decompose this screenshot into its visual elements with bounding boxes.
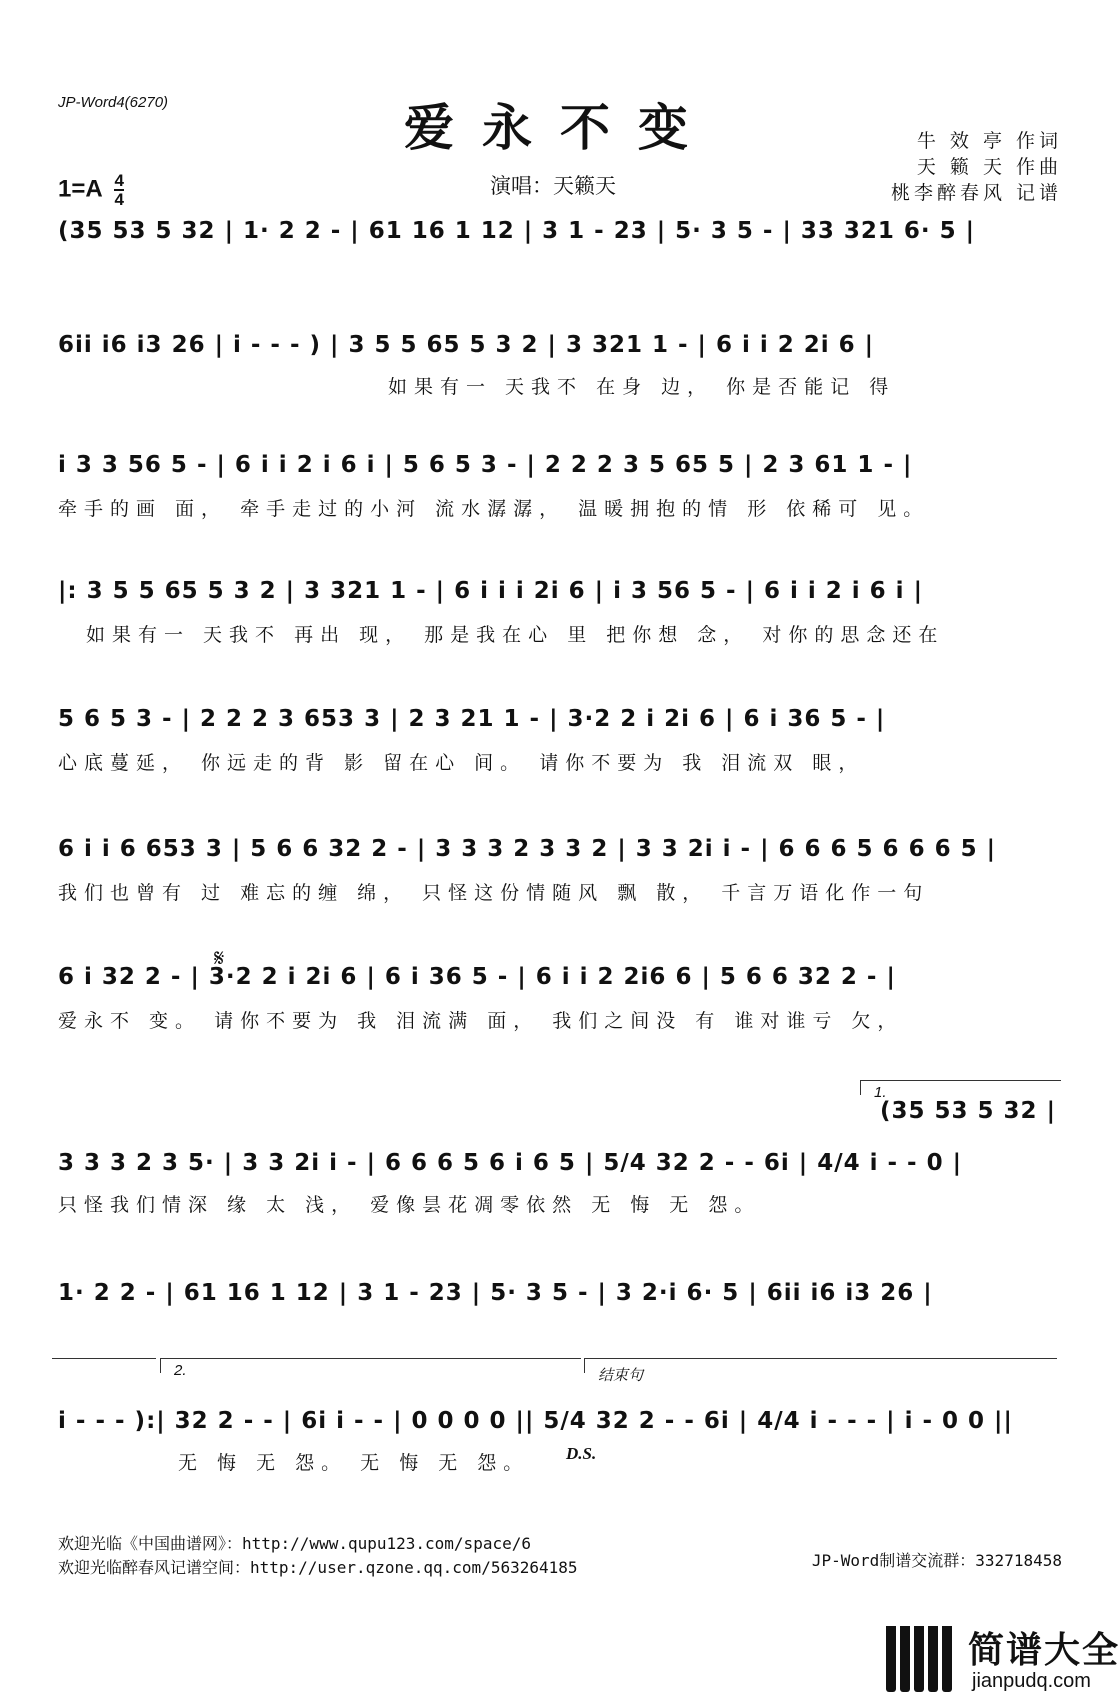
app-id: JP-Word4(6270): [58, 94, 169, 111]
volta-1-notes: (35 53 5 32 |: [880, 1098, 1056, 1124]
coda-label: 结束句: [598, 1367, 644, 1384]
time-bottom: 4: [114, 190, 124, 209]
score-row-notes: 3 3 3 2 3 5· | 3 3 2i i - | 6 6 6 5 6 i 6 5 | 5/4 32 2 - - 6i | 4/4 i - - 0 |: [58, 1150, 963, 1176]
score-row-lyrics: 爱永不 变。 请你不要为 我 泪流满 面， 我们之间没 有 谁对谁亏 欠，: [58, 1010, 904, 1032]
key-signature: [58, 172, 124, 208]
score-row-lyrics: 无 悔 无 怨。 无 悔 无 怨。: [178, 1452, 530, 1474]
composer: 天 籁 天 作曲: [916, 156, 1062, 178]
score-row-notes: 6 i i 6 653 3 | 5 6 6 32 2 - | 3 3 3 2 3 3 2 | 3 3 2i i - | 6 6 6 5 6 6 6 5 |: [58, 836, 996, 862]
score-row-notes: 1· 2 2 - | 61 16 1 12 | 3 1 - 23 | 5· 3 5 - | 3 2·i 6· 5 | 6ii i6 i3 26 |: [58, 1280, 933, 1306]
coda-bracket: [584, 1358, 1057, 1373]
volta-2-bracket: [160, 1358, 581, 1373]
segno-sign: 𝄋: [214, 944, 225, 972]
ds-sign: D.S.: [566, 1444, 597, 1463]
credits: [891, 128, 1062, 206]
site-logo: [880, 1614, 1120, 1700]
page-title: 爱永不变: [404, 98, 716, 157]
footer-link-2[interactable]: 欢迎光临醉春风记谱空间：http://user.qzone.qq.com/563264185: [58, 1558, 578, 1577]
transcriber: 桃李醉春风 记谱: [890, 182, 1062, 204]
time-top: 4: [114, 171, 124, 190]
score-row-notes: |: 3 5 5 65 5 3 2 | 3 321 1 - | 6 i i i 2i 6 | i 3 56 5 - | 6 i i 2 i 6 i |: [58, 578, 923, 604]
score-row-lyrics: 只怪我们情深 缘 太 浅， 爱像昙花凋零依然 无 悔 无 怨。: [58, 1194, 761, 1216]
score-row-notes: 5 6 5 3 - | 2 2 2 3 653 3 | 2 3 21 1 - | 3·2 2 i 2i 6 | 6 i 36 5 - |: [58, 706, 886, 732]
logo-text: 简谱大全: [968, 1630, 1120, 1671]
group-info: JP-Word制谱交流群：332718458: [811, 1551, 1062, 1570]
score-row-lyrics: 如果有一 天我不 再出 现， 那是我在心 里 把你想 念， 对你的思念还在: [86, 624, 945, 646]
score-row-notes: (35 53 5 32 | 1· 2 2 - | 61 16 1 12 | 3 1 - 23 | 5· 3 5 - | 33 321 6· 5 |: [58, 218, 976, 244]
footer-links: [58, 1532, 578, 1580]
footer-link-1[interactable]: 欢迎光临《中国曲谱网》：http://www.qupu123.com/space/6: [58, 1534, 531, 1553]
score-row-lyrics: 心底蔓延， 你远走的背 影 留在心 间。 请你不要为 我 泪流双 眼，: [58, 752, 865, 774]
score-row-notes: 6ii i6 i3 26 | i - - - ) | 3 5 5 65 5 3 2 | 3 321 1 - | 6 i i 2 2i 6 |: [58, 332, 875, 358]
score-row-notes: 6 i 32 2 - | 3·2 2 i 2i 6 | 6 i 36 5 - | 6 i i 2 2i6 6 | 5 6 6 32 2 - |: [58, 964, 896, 990]
score-row-lyrics: 我们也曾有 过 难忘的缠 绵， 只怪这份情随风 飘 散， 千言万语化作一句: [58, 882, 930, 904]
score-row-notes: i - - - ):| 32 2 - - | 6i i - - | 0 0 0 0 || 5/4 32 2 - - 6i | 4/4 i - - - | i - 0 0 ||: [58, 1408, 1013, 1434]
piano-keys-icon: [886, 1626, 958, 1692]
score-row-lyrics: 如果有一 天我不 在身 边， 你是否能记 得: [388, 376, 896, 398]
volta-2-label: 2.: [174, 1362, 187, 1379]
key-label: 1=A: [58, 175, 102, 203]
volta-1-label: 1.: [874, 1084, 887, 1101]
score-row-notes: i 3 3 56 5 - | 6 i i 2 i 6 i | 5 6 5 3 - | 2 2 2 3 5 65 5 | 2 3 61 1 - |: [58, 452, 913, 478]
lyricist: 牛 效 亭 作词: [916, 130, 1062, 152]
time-signature: [114, 172, 123, 208]
score-row-lyrics: 牵手的画 面， 牵手走过的小河 流水潺潺， 温暖拥抱的情 形 依稀可 见。: [58, 498, 930, 520]
logo-url: jianpudq.com: [972, 1670, 1091, 1692]
singer: 演唱：天籁天: [490, 174, 616, 198]
bracket-line: [52, 1358, 156, 1359]
volta-1-bracket: [860, 1080, 1061, 1095]
